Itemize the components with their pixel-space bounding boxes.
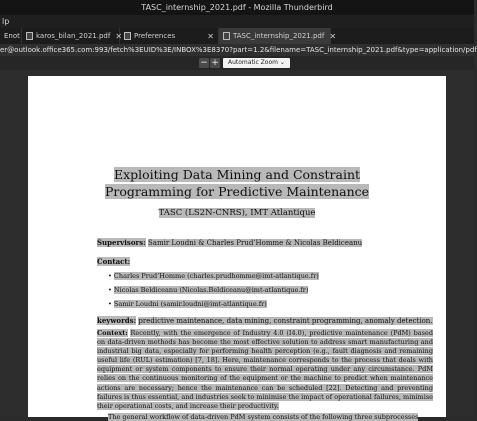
tab-bar (0, 28, 474, 44)
tab-tasc-internship[interactable] (219, 28, 337, 44)
supervisors-label: Supervisors: (97, 238, 146, 247)
tab-enot[interactable] (0, 28, 22, 44)
pdf-file-icon (223, 32, 230, 40)
preferences-icon (124, 32, 131, 40)
bullet-icon: • (108, 286, 112, 294)
supervisors-line (97, 238, 362, 247)
supervisors-text: Samir Loudni & Charles Prud’Homme & Nicolas Beldiceanu (147, 239, 363, 247)
chevron-down-icon: ⌄ (279, 59, 285, 66)
pdf-viewer[interactable] (0, 70, 474, 421)
zoom-in-button[interactable]: + (211, 58, 219, 68)
contact-label-line (97, 257, 130, 266)
context-label: Context: (97, 329, 128, 337)
contact-item: • Nicolas Beldiceanu (Nicolas.Beldiceanu@imt-atlantique.fr) (108, 286, 309, 294)
contact-item: • Charles Prud’Homme (charles.prudhomme@imt-atlantique.fr) (108, 272, 319, 280)
window-titlebar (0, 0, 474, 15)
zoom-out-button[interactable]: − (200, 58, 208, 68)
keywords-label: keywords: (97, 316, 137, 325)
affiliation: TASC (LS2N-CNRS), IMT Atlantique (158, 208, 316, 218)
bullet-icon: • (108, 272, 112, 280)
contact-label: Contact: (97, 257, 131, 266)
zoom-select-label: Automatic Zoom (228, 59, 278, 66)
pdf-toolbar (0, 56, 474, 70)
bullet-icon: • (108, 300, 112, 308)
workflow-line: The general workflow of data-driven PdM system consists of the following three subprocesses (108, 413, 419, 421)
tab-karos-bilan[interactable] (22, 28, 123, 44)
pdf-page (28, 76, 446, 421)
document-title (28, 166, 446, 200)
menu-bar (0, 15, 474, 28)
tab-label: karos_bilan_2021.pdf (36, 32, 111, 40)
keywords-line (97, 316, 433, 325)
title-line-1: Exploiting Data Mining and Constraint (113, 167, 361, 182)
title-line-2: Programming for Predictive Maintenance (104, 184, 370, 199)
pdf-file-icon (26, 32, 33, 40)
tab-label: TASC_internship_2021.pdf (233, 32, 325, 40)
zoom-select[interactable] (223, 58, 290, 68)
context-paragraph (97, 329, 433, 411)
tab-label: Preferences (134, 32, 176, 40)
url-text: er@outlook.office365.com:993/fetch%3EUID%3E/INBOX%3E8370?part=1.2&filename=TASC_internship_2021.pdf&type=application/pdf (0, 46, 477, 54)
menu-help[interactable]: lp (2, 17, 10, 26)
close-icon[interactable]: ✕ (115, 31, 123, 41)
keywords-text: predictive maintenance, data mining, constraint programming, anomaly detection. (138, 317, 433, 325)
close-icon[interactable]: ✕ (207, 31, 214, 41)
contact-item: • Samir Loudni (samir.loudni@imt-atlantique.fr) (108, 300, 267, 308)
tab-label: Enot (4, 32, 20, 40)
tab-preferences[interactable] (120, 28, 219, 44)
close-icon[interactable]: ✕ (329, 31, 337, 41)
url-bar[interactable] (0, 44, 477, 56)
window-title: TASC_internship_2021.pdf - Mozilla Thunderbird (141, 3, 333, 12)
context-text: Recently, with the emergence of Industry 4.0 (I4.0), predictive maintenance (PdM) based on data-driven methods has become the most effective solution to address smart manufacturing and industrial big data, especially for performing health perception (e.g., fault diagnosis and remaining useful life (RUL) estimation) [7, 18]. Here, maintenance corresponds to the process that deals with equipment or system components to ensure their normal operating under any circumstance. PdM relies on the continuous monitoring of the equipment or the machine to predict when maintenance actions are necessary; hence the maintenance can be scheduled [22]. Detecting and preventing failures is thus essential, and industries seek to minimise the impact of operational failures, minimise their operational costs, and increase their productivity. (97, 329, 433, 410)
